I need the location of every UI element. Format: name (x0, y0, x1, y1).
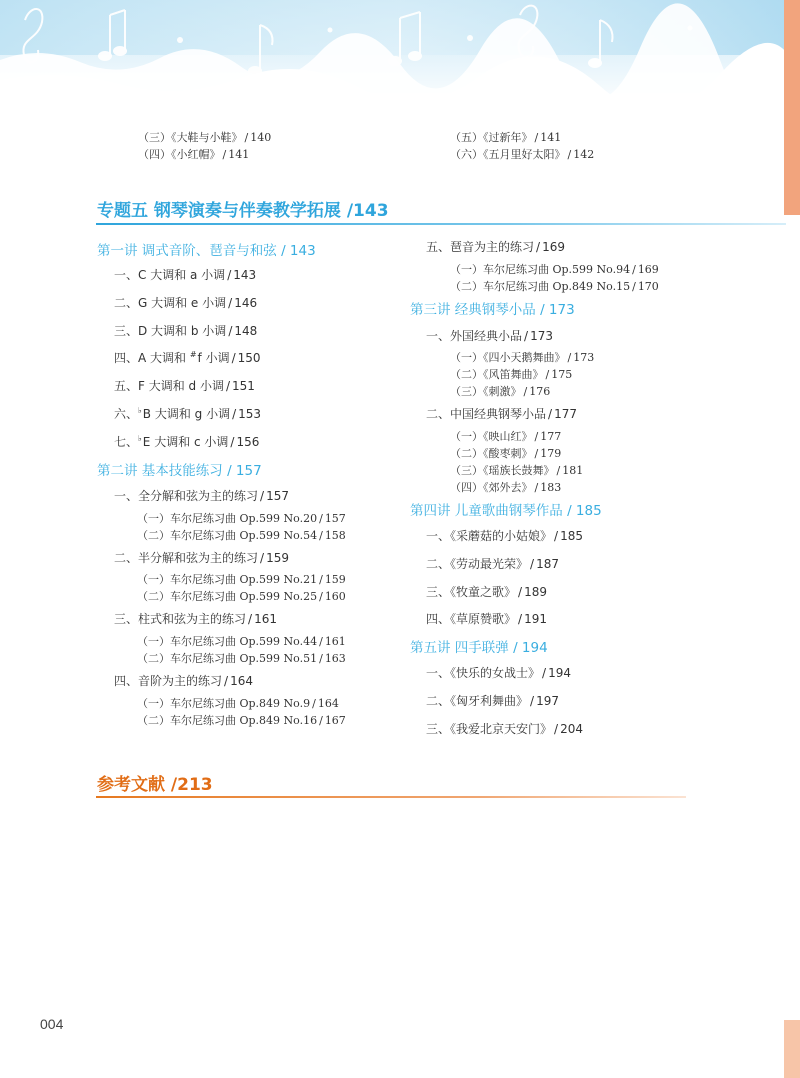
toc-item: 三、柱式和弦为主的练习 / 161 (114, 612, 277, 626)
toc-item: 五、琶音为主的练习 / 169 (426, 240, 565, 254)
right-edge-color-strip-bottom (784, 1020, 800, 1078)
toc-subitem: （三）《刺激》 / 176 (450, 385, 551, 398)
toc-item: 二、《劳动最光荣》 / 187 (426, 557, 559, 571)
toc-subitem: （二）车尔尼练习曲 Op.599 No.51 / 163 (137, 652, 346, 665)
toc-item: 二、半分解和弦为主的练习 / 159 (114, 551, 289, 565)
toc-subitem: （一）《映山红》 / 177 (450, 430, 562, 443)
header-banner (0, 0, 800, 110)
references-heading: 参考文献 /213 (97, 775, 213, 795)
toc-subitem: （二）车尔尼练习曲 Op.849 No.15 / 170 (450, 280, 659, 293)
toc-item: 五、F 大调和 d 小调 / 151 (114, 379, 255, 393)
toc-item: 二、《匈牙利舞曲》 / 197 (426, 694, 559, 708)
toc-item: 四、A 大调和 #f 小调 / 150 (114, 350, 261, 365)
toc-item: 二、中国经典钢琴小品 / 177 (426, 407, 577, 421)
toc-subitem: （一）车尔尼练习曲 Op.599 No.94 / 169 (450, 263, 659, 276)
toc-subitem: （三）《瑶族长鼓舞》 / 181 (450, 464, 584, 477)
toc-item: 一、《采蘑菇的小姑娘》 / 185 (426, 529, 583, 543)
chapter-underline (96, 223, 786, 225)
music-notes-banner-image (0, 0, 800, 110)
lecture-heading: 第四讲 儿童歌曲钢琴作品 / 185 (410, 503, 602, 519)
toc-item: 六、♭B 大调和 g 小调 / 153 (114, 406, 262, 421)
toc-subitem: （一）车尔尼练习曲 Op.849 No.9 / 164 (137, 697, 339, 710)
toc-item: 二、G 大调和 e 小调 / 146 (114, 296, 258, 310)
sharp-symbol: # (189, 350, 197, 359)
top-item: （三）《大鞋与小鞋》 / 140 (138, 131, 272, 144)
toc-item: 三、《我爱北京天安门》 / 204 (426, 722, 583, 736)
toc-subitem: （二）车尔尼练习曲 Op.849 No.16 / 167 (137, 714, 346, 727)
page-number: 004 (40, 1016, 64, 1032)
toc-item: 三、《牧童之歌》 / 189 (426, 585, 547, 599)
toc-item: 七、♭E 大调和 c 小调 / 156 (114, 434, 260, 449)
flat-symbol: ♭ (138, 434, 142, 443)
toc-subitem: （一）车尔尼练习曲 Op.599 No.21 / 159 (137, 573, 346, 586)
toc-item: 四、音阶为主的练习 / 164 (114, 674, 253, 688)
toc-subitem: （二）《酸枣刺》 / 179 (450, 447, 562, 460)
toc-item: 一、《快乐的女战士》 / 194 (426, 666, 571, 680)
toc-subitem: （四）《郊外去》 / 183 (450, 481, 562, 494)
toc-item: 三、D 大调和 b 小调 / 148 (114, 324, 258, 338)
toc-subitem: （一）车尔尼练习曲 Op.599 No.20 / 157 (137, 512, 346, 525)
top-item: （四）《小红帽》 / 141 (138, 148, 250, 161)
right-edge-color-strip (784, 0, 800, 215)
chapter-heading: 专题五 钢琴演奏与伴奏教学拓展 /143 (97, 201, 389, 221)
flat-symbol: ♭ (138, 406, 142, 415)
toc-item: 一、外国经典小品 / 173 (426, 329, 553, 343)
lecture-heading: 第一讲 调式音阶、琶音与和弦 / 143 (97, 243, 316, 259)
toc-item: 一、C 大调和 a 小调 / 143 (114, 268, 257, 282)
toc-subitem: （二）车尔尼练习曲 Op.599 No.54 / 158 (137, 529, 346, 542)
toc-subitem: （一）《四小天鹅舞曲》 / 173 (450, 351, 595, 364)
toc-subitem: （二）车尔尼练习曲 Op.599 No.25 / 160 (137, 590, 346, 603)
references-underline (96, 796, 686, 798)
toc-item: 四、《草原赞歌》 / 191 (426, 612, 547, 626)
top-item: （五）《过新年》 / 141 (450, 131, 562, 144)
toc-item: 一、全分解和弦为主的练习 / 157 (114, 489, 289, 503)
toc-subitem: （一）车尔尼练习曲 Op.599 No.44 / 161 (137, 635, 346, 648)
lecture-heading: 第三讲 经典钢琴小品 / 173 (410, 302, 575, 318)
toc-subitem: （二）《风笛舞曲》 / 175 (450, 368, 573, 381)
lecture-heading: 第二讲 基本技能练习 / 157 (97, 463, 262, 479)
top-item: （六）《五月里好太阳》 / 142 (450, 148, 595, 161)
lecture-heading: 第五讲 四手联弹 / 194 (410, 640, 548, 656)
